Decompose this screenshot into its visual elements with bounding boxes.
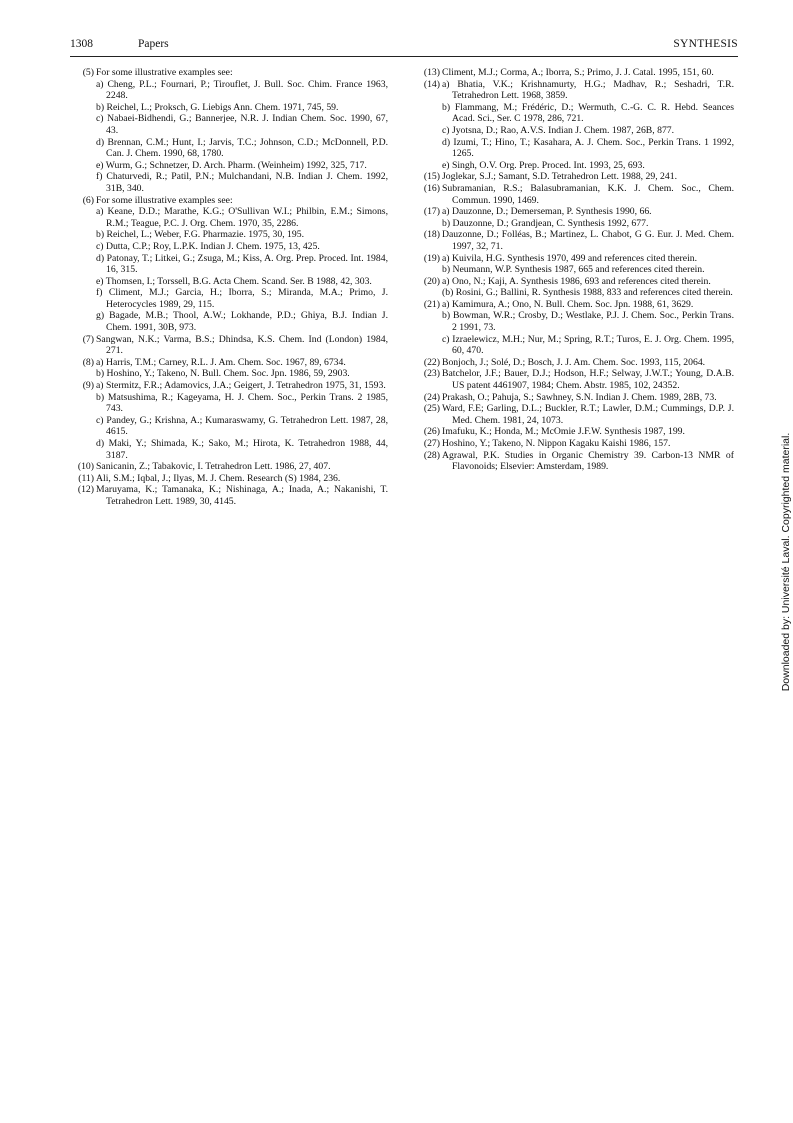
reference-text: Batchelor, J.F.; Bauer, D.J.; Hodson, H.F.; Selway, J.W.T.; Young, D.A.B. US patent 4461907, 1984; Chem. Abstr. 1985, 102, 24352. bbox=[442, 368, 734, 392]
reference-text: f) Chaturvedi, R.; Patil, P.N.; Mulchandani, N.B. Indian J. Chem. 1992, 31B, 340. bbox=[96, 171, 388, 194]
reference-text: b) Flammang, M.; Frédéric, D.; Wermuth, C.-G. C. R. Hebd. Seances Acad. Sci., Ser. C 1978, 286, 721. bbox=[442, 101, 734, 125]
reference-text: Sanicanin, Z.; Tabakovic, I. Tetrahedron Lett. 1986, 27, 407. bbox=[96, 461, 331, 473]
reference-text: a) Harris, T.M.; Carney, R.L. J. Am. Chem. Soc. 1967, 89, 6734. bbox=[96, 356, 346, 368]
reference-text: a) Kamimura, A.; Ono, N. Bull. Chem. Soc. Jpn. 1988, 61, 3629. bbox=[442, 298, 694, 310]
reference-text: d) Izumi, T.; Hino, T.; Kasahara, A. J. Chem. Soc., Perkin Trans. 1 1992, 1265. bbox=[442, 136, 734, 160]
reference-text: f) Climent, M.J.; Garcia, H.; Iborra, S.; Miranda, M.A.; Primo, J. Heterocycles 1989, 29, 115. bbox=[96, 287, 388, 310]
references-left-column bbox=[70, 67, 388, 508]
reference-text: b) Bowman, W.R.; Crosby, D.; Westlake, P.J. J. Chem. Soc., Perkin Trans. 2 1991, 73. bbox=[442, 310, 734, 334]
reference-item bbox=[70, 380, 388, 461]
reference-item bbox=[70, 357, 388, 380]
reference-text: a) Keane, D.D.; Marathe, K.G.; O'Sullivan W.I.; Philbin, E.M.; Simons, R.M.; Teague, P.C. J. Org. Chem. 1970, 35, 2286. bbox=[96, 206, 388, 229]
reference-text: a) Kuivila, H.G. Synthesis 1970, 499 and references cited therein. bbox=[442, 252, 698, 264]
reference-text: d) Maki, Y.; Shimada, K.; Sako, M.; Hirota, K. Tetrahedron 1988, 44, 3187. bbox=[96, 438, 388, 461]
reference-text: (b) Rosini, G.; Ballini, R. Synthesis 1988, 833 and references cited therein. bbox=[442, 287, 733, 299]
reference-text: d) Brennan, C.M.; Hunt, I.; Jarvis, T.C.; Johnson, C.D.; McDonnell, P.D. Can. J. Chem. 1990, 68, 1780. bbox=[96, 136, 388, 160]
reference-item bbox=[416, 368, 734, 391]
reference-item bbox=[416, 450, 734, 473]
reference-text: Maruyama, K.; Tamanaka, K.; Nishinaga, A.; Inada, A.; Nakanishi, T. Tetrahedron Lett. 1989, 30, 4145. bbox=[96, 484, 388, 507]
reference-text: Joglekar, S.J.; Samant, S.D. Tetrahedron Lett. 1988, 29, 241. bbox=[442, 171, 677, 183]
page-header bbox=[70, 38, 738, 54]
reference-number: (22) bbox=[423, 356, 440, 368]
reference-text: b) Neumann, W.P. Synthesis 1987, 665 and references cited therein. bbox=[442, 264, 705, 276]
reference-number: (6) bbox=[82, 194, 94, 206]
reference-text: Dauzonne, D.; Folléas, B.; Martinez, L. Chabot, G G. Eur. J. Med. Chem. 1997, 32, 71. bbox=[442, 229, 734, 252]
reference-text: b) Matsushima, R.; Kageyama, H. J. Chem. Soc., Perkin Trans. 2 1985, 743. bbox=[96, 391, 388, 415]
reference-item bbox=[416, 357, 734, 369]
reference-number: (9) bbox=[82, 380, 94, 392]
reference-item bbox=[416, 276, 734, 299]
reference-text: Sangwan, N.K.; Varma, B.S.; Dhindsa, K.S. Chem. Ind (London) 1984, 271. bbox=[96, 333, 388, 357]
reference-text: Imafuku, K.; Honda, M.; McOmie J.F.W. Synthesis 1987, 199. bbox=[442, 426, 685, 438]
reference-number: (20) bbox=[423, 275, 440, 287]
reference-number: (10) bbox=[77, 461, 94, 473]
download-notice-text: Downloaded by: Université Laval. Copyrighted material. bbox=[780, 432, 792, 692]
reference-item bbox=[70, 334, 388, 357]
reference-number: (17) bbox=[423, 206, 440, 218]
reference-text: a) Ono, N.; Kaji, A. Synthesis 1986, 693 and references cited therein. bbox=[442, 275, 711, 287]
reference-number: (12) bbox=[77, 484, 94, 496]
reference-text: Prakash, O.; Pahuja, S.; Sawhney, S.N. Indian J. Chem. 1989, 28B, 73. bbox=[442, 391, 717, 403]
reference-text: b) Reichel, L.; Proksch, G. Liebigs Ann. Chem. 1971, 745, 59. bbox=[96, 101, 339, 113]
download-notice bbox=[779, 432, 793, 692]
reference-text: a) Stermitz, F.R.; Adamovics, J.A.; Geigert, J. Tetrahedron 1975, 31, 1593. bbox=[96, 380, 386, 392]
reference-number: (28) bbox=[423, 449, 440, 461]
reference-number: (7) bbox=[82, 333, 94, 345]
reference-number: (27) bbox=[423, 438, 440, 449]
reference-text: For some illustrative examples see: bbox=[96, 67, 233, 78]
reference-text: Ward, F.E; Garling, D.L.; Buckler, R.T.; Lawler, D.M.; Cummings, D.P. J. Med. Chem. 1981, 24, 1073. bbox=[442, 403, 734, 426]
reference-item bbox=[70, 461, 388, 473]
reference-number: (26) bbox=[423, 426, 440, 438]
reference-item bbox=[416, 183, 734, 206]
reference-item bbox=[70, 484, 388, 507]
reference-number: (21) bbox=[423, 298, 440, 310]
reference-number: (8) bbox=[82, 356, 94, 368]
reference-text: Subramanian, R.S.; Balasubramanian, K.K. J. Chem. Soc., Chem. Commun. 1990, 1469. bbox=[442, 182, 734, 206]
journal-title: SYNTHESIS bbox=[673, 38, 738, 50]
reference-item bbox=[416, 67, 734, 79]
reference-text: Hoshino, Y.; Takeno, N. Nippon Kagaku Kaishi 1986, 157. bbox=[442, 438, 671, 449]
reference-text: Agrawal, P.K. Studies in Organic Chemistry 39. Carbon-13 NMR of Flavonoids; Elsevier: Amsterdam, 1989. bbox=[442, 449, 734, 473]
reference-text: d) Patonay, T.; Litkei, G.; Zsuga, M.; Kiss, A. Org. Prep. Proced. Int. 1984, 16, 315. bbox=[96, 252, 388, 276]
reference-text: b) Reichel, L.; Weber, F.G. Pharmazie. 1975, 30, 195. bbox=[96, 229, 304, 241]
reference-text: Bonjoch, J.; Solé, D.; Bosch, J. J. Am. Chem. Soc. 1993, 115, 2064. bbox=[442, 356, 706, 368]
reference-item bbox=[416, 229, 734, 252]
reference-number: (23) bbox=[423, 368, 440, 380]
reference-number: (18) bbox=[423, 229, 440, 241]
reference-text: Climent, M.J.; Corma, A.; Iborra, S.; Primo, J. J. Catal. 1995, 151, 60. bbox=[442, 67, 714, 78]
reference-item bbox=[416, 171, 734, 183]
section-title: Papers bbox=[138, 38, 169, 50]
reference-text: c) Nabaei-Bidhendi, G.; Bannerjee, N.R. J. Indian Chem. Soc. 1990, 67, 43. bbox=[96, 113, 388, 136]
header-rule bbox=[70, 56, 738, 57]
reference-number: (13) bbox=[423, 67, 440, 78]
reference-item bbox=[416, 206, 734, 229]
reference-number: (5) bbox=[82, 67, 94, 78]
page-number: 1308 bbox=[70, 38, 93, 50]
reference-item bbox=[416, 299, 734, 357]
reference-item bbox=[416, 79, 734, 172]
reference-text: g) Bagade, M.B.; Thool, A.W.; Lokhande, P.D.; Ghiya, B.J. Indian J. Chem. 1991, 30B, 973. bbox=[96, 310, 388, 334]
reference-text: b) Hoshino, Y.; Takeno, N. Bull. Chem. Soc. Jpn. 1986, 59, 2903. bbox=[96, 368, 350, 380]
reference-number: (15) bbox=[423, 171, 440, 183]
reference-item bbox=[416, 392, 734, 404]
reference-number: (11) bbox=[78, 472, 94, 484]
reference-text: b) Dauzonne, D.; Grandjean, C. Synthesis 1992, 677. bbox=[442, 217, 649, 229]
reference-number: (25) bbox=[423, 403, 440, 415]
reference-text: e) Wurm, G.; Schnetzer, D. Arch. Pharm. (Weinheim) 1992, 325, 717. bbox=[96, 159, 367, 171]
reference-text: c) Dutta, C.P.; Roy, L.P.K. Indian J. Chem. 1975, 13, 425. bbox=[96, 240, 320, 252]
reference-number: (16) bbox=[423, 182, 440, 194]
reference-text: For some illustrative examples see: bbox=[96, 194, 233, 206]
reference-item bbox=[416, 438, 734, 450]
reference-item bbox=[70, 473, 388, 485]
reference-text: a) Cheng, P.L.; Fournari, P.; Tirouflet, J. Bull. Soc. Chim. France 1963, 2248. bbox=[96, 78, 388, 102]
reference-item bbox=[416, 426, 734, 438]
reference-text: a) Dauzonne, D.; Demerseman, P. Synthesis 1990, 66. bbox=[442, 206, 652, 218]
reference-text: Ali, S.M.; Iqbal, J.; Ilyas, M. J. Chem. Research (S) 1984, 236. bbox=[96, 472, 341, 484]
reference-text: c) Pandey, G.; Krishna, A.; Kumaraswamy, G. Tetrahedron Lett. 1987, 28, 4615. bbox=[96, 414, 388, 438]
reference-text: e) Singh, O.V. Org. Prep. Proced. Int. 1993, 25, 693. bbox=[442, 159, 645, 171]
reference-number: (14) bbox=[423, 78, 440, 90]
reference-item bbox=[70, 195, 388, 334]
reference-number: (24) bbox=[423, 391, 440, 403]
reference-text: c) Izraelewicz, M.H.; Nur, M.; Spring, R.T.; Turos, E. J. Org. Chem. 1995, 60, 470. bbox=[442, 333, 734, 357]
reference-item bbox=[70, 67, 388, 195]
reference-item bbox=[416, 403, 734, 426]
reference-text: a) Bhatia, V.K.; Krishnamurty, H.G.; Madhav, R.; Seshadri, T.R. Tetrahedron Lett. 1968, 3859. bbox=[442, 78, 734, 102]
reference-text: c) Jyotsna, D.; Rao, A.V.S. Indian J. Chem. 1987, 26B, 877. bbox=[442, 124, 675, 136]
reference-text: e) Thomsen, I.; Torssell, B.G. Acta Chem. Scand. Ser. B 1988, 42, 303. bbox=[96, 275, 372, 287]
references-right-column bbox=[416, 67, 734, 473]
reference-number: (19) bbox=[423, 252, 440, 264]
reference-item bbox=[416, 253, 734, 276]
